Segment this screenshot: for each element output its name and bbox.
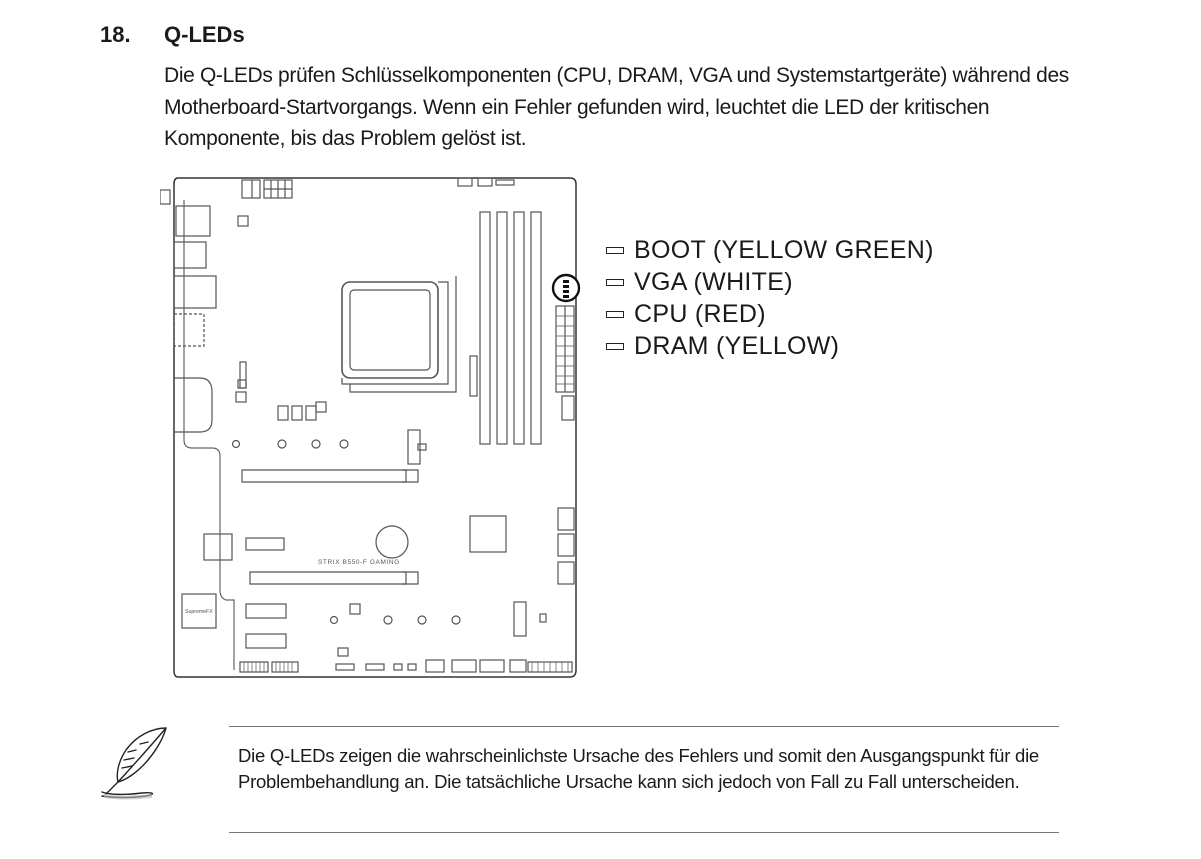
legend-label: CPU (RED) [634,299,766,328]
note-bottom-divider [229,832,1059,833]
led-icon [606,311,624,318]
legend-item-vga [606,266,934,298]
section-number: 18. [100,22,131,47]
section-title: Q-LEDs [164,22,245,47]
audio-chip-label: SupremeFX [185,609,213,615]
quill-pen-icon [96,722,172,800]
legend-item-dram [606,330,934,362]
led-icon [606,247,624,254]
note-top-divider [229,726,1059,727]
legend-item-boot [606,234,934,266]
motherboard-diagram [160,170,590,690]
led-icon [606,279,624,286]
qled-legend [606,234,934,362]
note-text: Die Q-LEDs zeigen die wahrscheinlichste Ursache des Fehlers und somit den Ausgangspunkt für die Problembehandlung an. Die tatsächliche Ursache kann sich jedoch von Fall zu Fall unterscheiden. [238,745,1039,792]
legend-label: DRAM (YELLOW) [634,331,840,360]
legend-label: BOOT (YELLOW GREEN) [634,235,934,264]
legend-item-cpu [606,298,934,330]
qled-highlight-icon [553,275,579,301]
board-model-label: STRIX B550-F GAMING [318,559,400,566]
intro-paragraph: Die Q-LEDs prüfen Schlüsselkomponenten (CPU, DRAM, VGA und Systemstartgeräte) während des Motherboard-Startvorgangs. Wenn ein Fehler gefunden wird, leuchtet die LED der kritischen Komponente, bis das Problem gelöst ist. [164,64,1069,150]
legend-label: VGA (WHITE) [634,267,793,296]
led-icon [606,343,624,350]
